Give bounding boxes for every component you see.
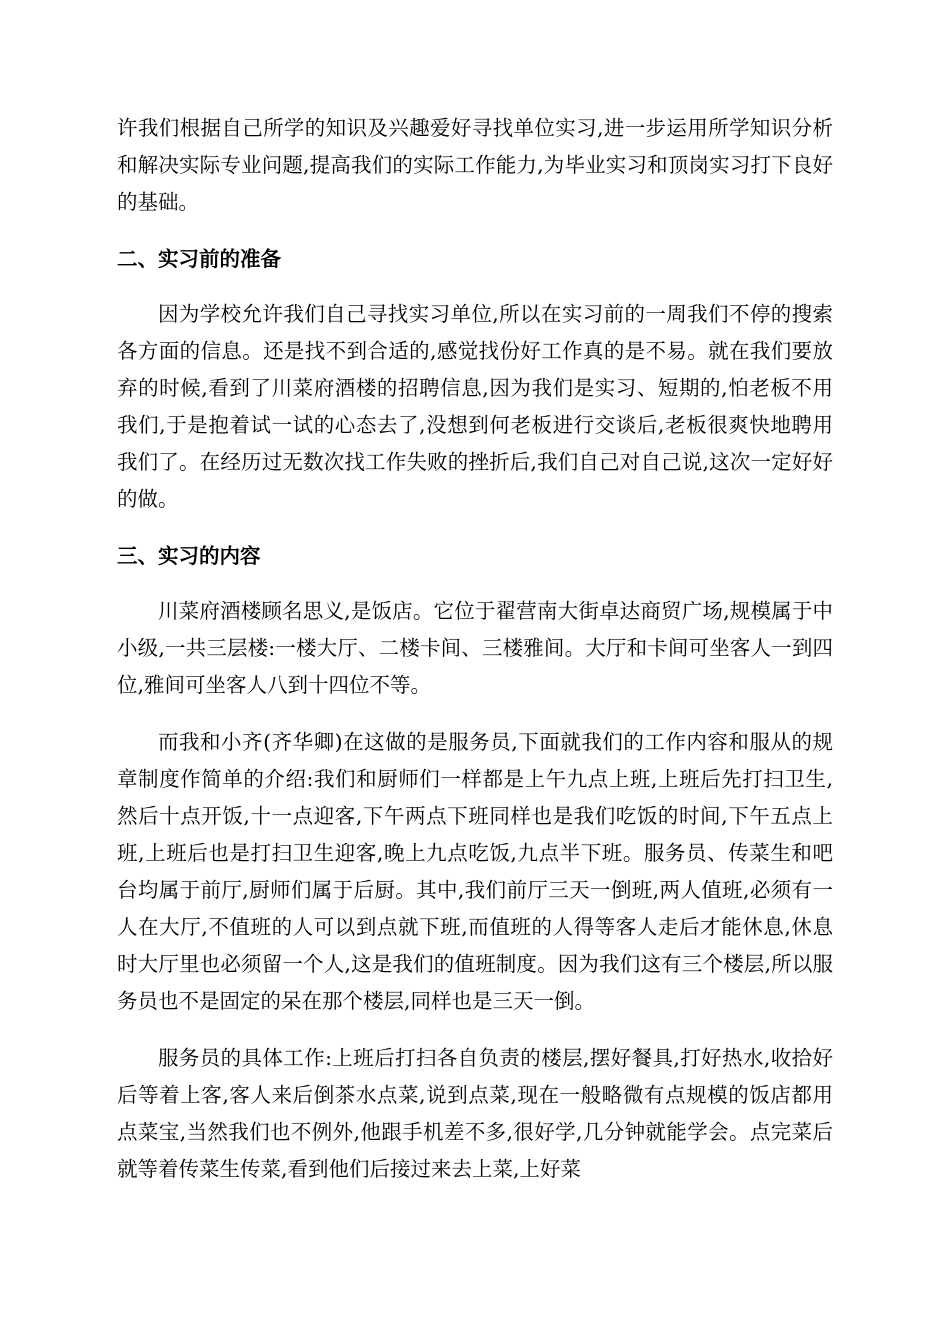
content-paragraph-waiter-duties: 服务员的具体工作:上班后打扫各自负责的楼层,摆好餐具,打好热水,收拾好后等着上客,客人来后倒茶水点菜,说到点菜,现在一般略微有点规模的饭店都用点菜宝,当然我们也不例外,他跟手机差不多,很好学,几分钟就能学会。点完菜后就等着传菜生传菜,看到他们后接过来去上菜,上好菜 <box>117 1046 833 1181</box>
section-heading-preparation: 二、实习前的准备 <box>117 247 281 271</box>
preparation-paragraph: 因为学校允许我们自己寻找实习单位,所以在实习前的一周我们不停的搜索各方面的信息。还是找不到合适的,感觉找份好工作真的是不易。就在我们要放弃的时候,看到了川菜府酒楼的招聘信息,因为我们是实习、短期的,怕老板不用我们,于是抱着试一试的心态去了,没想到何老板进行交谈后,老板很爽快地聘用我们了。在经历过无数次找工作失败的挫折后,我们自己对自己说,这次一定好好的做。 <box>117 302 833 511</box>
intro-paragraph: 许我们根据自己所学的知识及兴趣爱好寻找单位实习,进一步运用所学知识分析和解决实际专业问题,提高我们的实际工作能力,为毕业实习和顶岗实习打下良好的基础。 <box>117 116 833 214</box>
content-paragraph-schedule: 而我和小齐(齐华卿)在这做的是服务员,下面就我们的工作内容和服从的规章制度作简单的介绍:我们和厨师们一样都是上午九点上班,上班后先打扫卫生,然后十点开饭,十一点迎客,下午两点下班同样也是我们吃饭的时间,下午五点上班,上班后也是打扫卫生迎客,晚上九点吃饭,九点半下班。服务员、传菜生和吧台均属于前厅,厨师们属于后厨。其中,我们前厅三天一倒班,两人值班,必须有一人在大厅,不值班的人可以到点就下班,而值班的人得等客人走后才能休息,休息时大厅里也必须留一个人,这是我们的值班制度。因为我们这有三个楼层,所以服务员也不是固定的呆在那个楼层,同样也是三天一倒。 <box>117 730 833 1013</box>
section-heading-content: 三、实习的内容 <box>117 544 261 568</box>
content-paragraph-restaurant: 川菜府酒楼顾名思义,是饭店。它位于翟营南大街卓达商贸广场,规模属于中小级,一共三层楼:一楼大厅、二楼卡间、三楼雅间。大厅和卡间可坐客人一到四位,雅间可坐客人八到十四位不等。 <box>117 599 833 697</box>
document-body <box>117 110 833 1208</box>
